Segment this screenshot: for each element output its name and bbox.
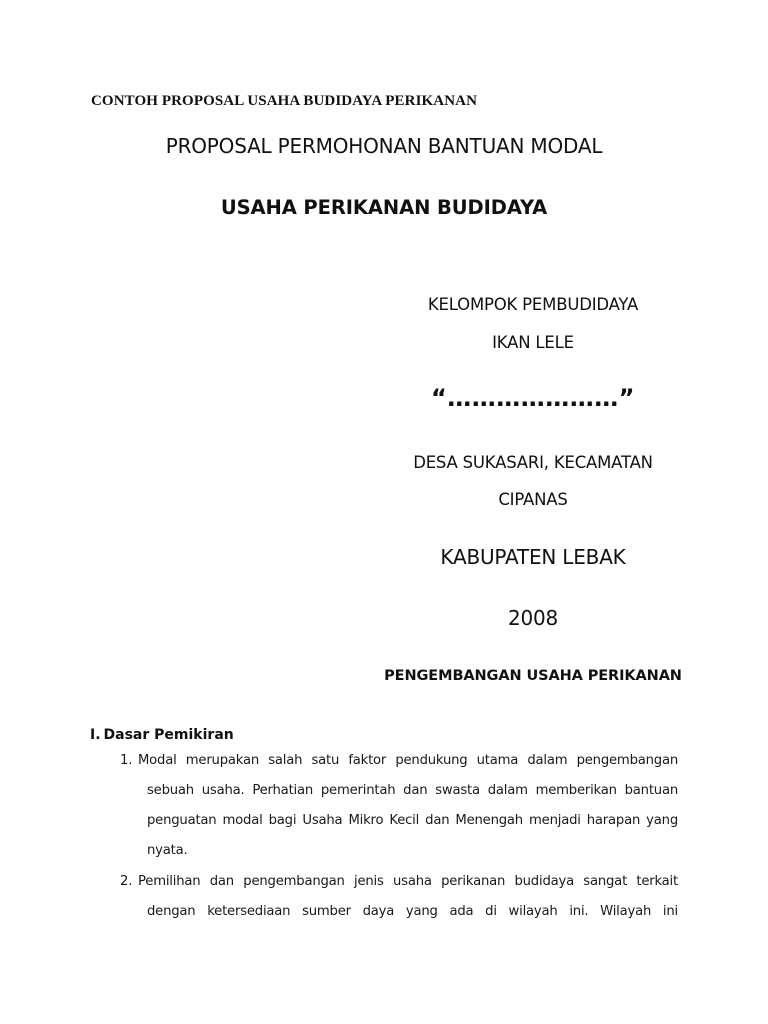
list-item [120,746,678,866]
main-title: USAHA PERIKANAN BUDIDAYA [220,196,548,219]
group-line-2: IKAN LELE [492,333,574,352]
list-item-line: nyata. [147,843,188,858]
section-title-text: Dasar Pemikiran [103,727,234,743]
list-item-line: 1. Modal merupakan salah satu faktor pendukung utama dalam pengembangan [120,746,678,776]
section-number: I. [90,727,101,743]
proposal-title: PROPOSAL PERMOHONAN BANTUAN MODAL [165,134,603,158]
list-item-line: dengan ketersediaan sumber daya yang ada di wilayah ini. Wilayah ini [147,904,678,919]
document-heading: CONTOH PROPOSAL USAHA BUDIDAYA PERIKANAN [91,93,478,109]
location-line-1: DESA SUKASARI, KECAMATAN [413,453,653,472]
sub-heading: PENGEMBANGAN USAHA PERIKANAN [384,668,682,684]
year: 2008 [507,606,559,630]
group-line-1: KELOMPOK PEMBUDIDAYA [427,295,639,314]
list-item-line: sebuah usaha. Perhatian pemerintah dan swasta dalam memberikan bantuan [147,783,678,798]
list-item-number: 2. [120,874,133,889]
list-item-number: 1. [120,753,133,768]
section-title [90,727,234,743]
list-item-line: penguatan modal bagi Usaha Mikro Kecil dan Menengah menjadi harapan yang [147,813,678,828]
location-line-2: CIPANAS [498,490,568,509]
group-name-placeholder: “…………………” [430,384,636,412]
regency: KABUPATEN LEBAK [440,545,626,569]
list-item-line: 2. Pemilihan dan pengembangan jenis usaha perikanan budidaya sangat terkait [120,867,678,897]
list-item [120,867,678,927]
